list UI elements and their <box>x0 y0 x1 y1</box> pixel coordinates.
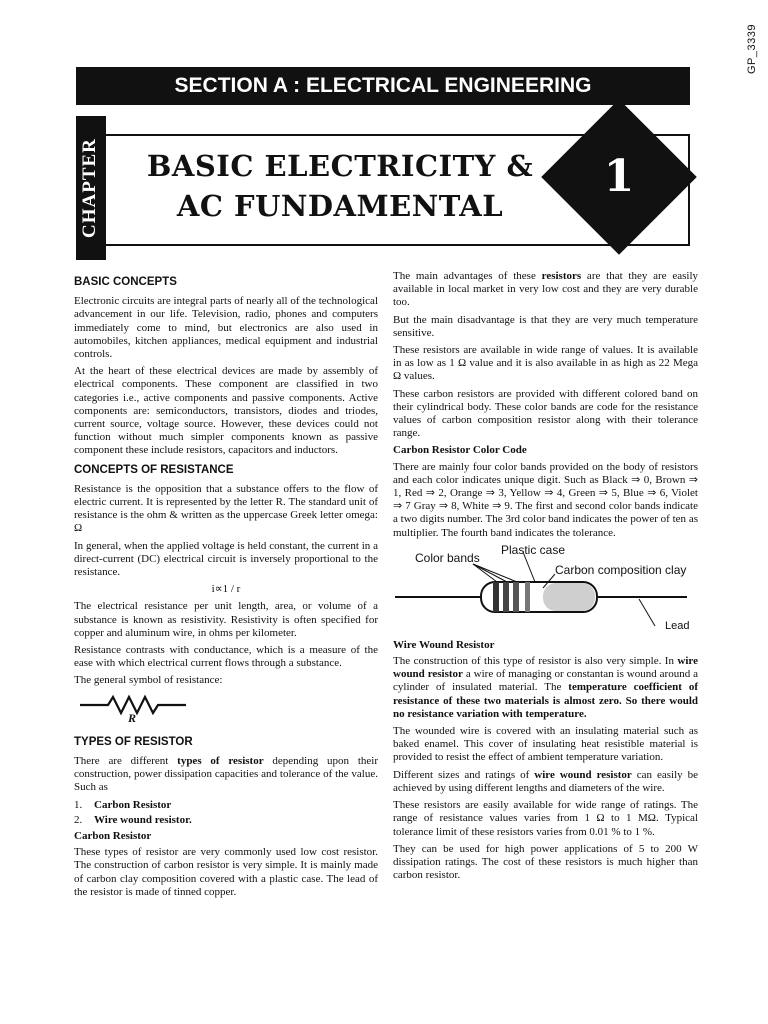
paragraph: The general symbol of resistance: <box>74 674 223 687</box>
resistor-symbol-label: R <box>128 710 137 725</box>
paragraph: These types of resistor are very commonly used low cost resistor. The construction of carbon resistor is very simple. It is mainly made of carbon clay composition covered with a plastic case. The lead of the resistor is made of tinned copper. <box>74 846 378 898</box>
document-code: GP_3339 <box>746 24 758 74</box>
label-carbon-clay: Carbon composition clay <box>555 562 687 577</box>
chapter-tab <box>76 116 106 260</box>
paragraph: In general, when the applied voltage is held constant, the current in a direct-current (DC) electrical circuit is inversely proportional to the resistance. <box>74 539 378 579</box>
color-code-heading: Carbon Resistor Color Code <box>393 444 527 457</box>
label-color-bands: Color bands <box>415 550 480 565</box>
paragraph: Resistance contrasts with conductance, which is a measure of the ease with which electrical current flows through a substance. <box>74 644 378 670</box>
wire-wound-heading: Wire Wound Resistor <box>393 638 495 651</box>
paragraph: The electrical resistance per unit length, area, or volume of a substance is known as resistivity. Resistivity is often specified for copper and aluminum wire, in ohms per kilometer. <box>74 600 378 639</box>
types-heading: TYPES OF RESISTOR <box>74 735 193 748</box>
right-column <box>393 270 698 886</box>
left-column <box>74 270 378 903</box>
resistor-symbol-icon <box>80 694 190 728</box>
proportionality-formula: i∝1 / r <box>211 583 241 596</box>
basic-concepts-heading: BASIC CONCEPTS <box>74 276 177 288</box>
paragraph: The wounded wire is covered with an insulating material such as baked enamel. This cover of insulating heat resistible material is provided to resist the effect of ambient temperature variation. <box>393 725 698 764</box>
paragraph: There are different types of resistor depending upon their construction, power dissipation capacities and tolerance of the value. Such as <box>74 754 378 794</box>
paragraph: There are mainly four color bands provided on the body of resistors and each color indicates unique digit. Such as Black ⇒ 0, Brown ⇒ 1, Red ⇒ 2, Orange ⇒ 3, Yellow ⇒ 4, Green ⇒ 5, Blue ⇒ 6, Violet ⇒ 7 Gray ⇒ 8, White ⇒ 9. The first and second color bands indicate a two digits number. The 3rd color band indicates the power of ten as multiplier. The fourth band indicates the tolerance. <box>393 460 698 539</box>
paragraph: The main advantages of these resistors are that they are easily available in local market in very low cost and they are very durable too. <box>393 270 699 309</box>
chapter-title-line2: AC FUNDAMENTAL <box>176 189 504 223</box>
section-title: SECTION A : ELECTRICAL ENGINEERING <box>76 67 690 105</box>
paragraph: These resistors are easily available for wide range of ratings. The range of resistance values varies from 1 Ω to 1 MΩ. Typical tolerance limit of these resistors varies from 0.01 % to 1 %. <box>393 799 698 838</box>
chapter-label: CHAPTER <box>79 138 100 238</box>
chapter-header <box>76 116 690 260</box>
carbon-resistor-heading: Carbon Resistor <box>74 829 152 842</box>
resistance-heading: CONCEPTS OF RESISTANCE <box>74 463 234 476</box>
label-lead: Lead <box>665 619 690 632</box>
paragraph: These carbon resistors are provided with different colored band on their cylindrical body. These color bands are code for the resistance values of carbon composition resistor along with their tolerance range. <box>393 387 698 440</box>
carbon-resistor-diagram <box>393 544 698 636</box>
paragraph: But the main disadvantage is that they are very much temperature sensitive. <box>393 313 698 339</box>
chapter-title <box>140 146 540 226</box>
paragraph: Different sizes and ratings of wire wound resistor can easily be achieved by using different lengths and diameters of the wire. <box>393 768 698 794</box>
paragraph: Resistance is the opposition that a substance offers to the flow of electric current. It is represented by the letter R. The standard unit of resistance is the ohm & written as the uppercase Greek letter omega: Ω <box>74 482 378 535</box>
chapter-number: 1 <box>603 151 635 202</box>
paragraph: Electronic circuits are integral parts of nearly all of the technological advancement in our life. Television, radio, phones and computers immediately come to mind, but electronics are also used in automobiles, kitchen appliances, medical equipment and industrial controls. <box>74 295 378 361</box>
paragraph: At the heart of these electrical devices are made by assembly of electrical components. These component are classified in two categories i.e., active components and passive components. Active components are: semiconductors, transistors, diodes and triodes, current source, voltage source. However, these devices could not function without much simpler components known as passive component these include resistors, capacitors and inductors. <box>74 365 378 457</box>
chapter-title-line1: BASIC ELECTRICITY & <box>146 149 534 183</box>
paragraph: They can be used for high power applications of 5 to 200 W dissipation ratings. The cost of these resistors is much higher than carbon resistor. <box>393 842 698 882</box>
list-item: 2. Wire wound resistor. <box>74 813 192 826</box>
paragraph: The construction of this type of resistor is also very simple. In wire wound resistor a wire of managing or constantan is wound around a cylinder of insulated material. The temperature coefficient of resistance of these two materials is almost zero. So there would no resistance variation with temperature. <box>393 655 698 720</box>
label-plastic-case: Plastic case <box>501 542 566 557</box>
paragraph: These resistors are available in wide range of values. It is available in as low as 1 Ω value and it is also available in as high as 22 Mega Ω values. <box>393 344 698 383</box>
list-item: 1. Carbon Resistor <box>74 798 172 811</box>
